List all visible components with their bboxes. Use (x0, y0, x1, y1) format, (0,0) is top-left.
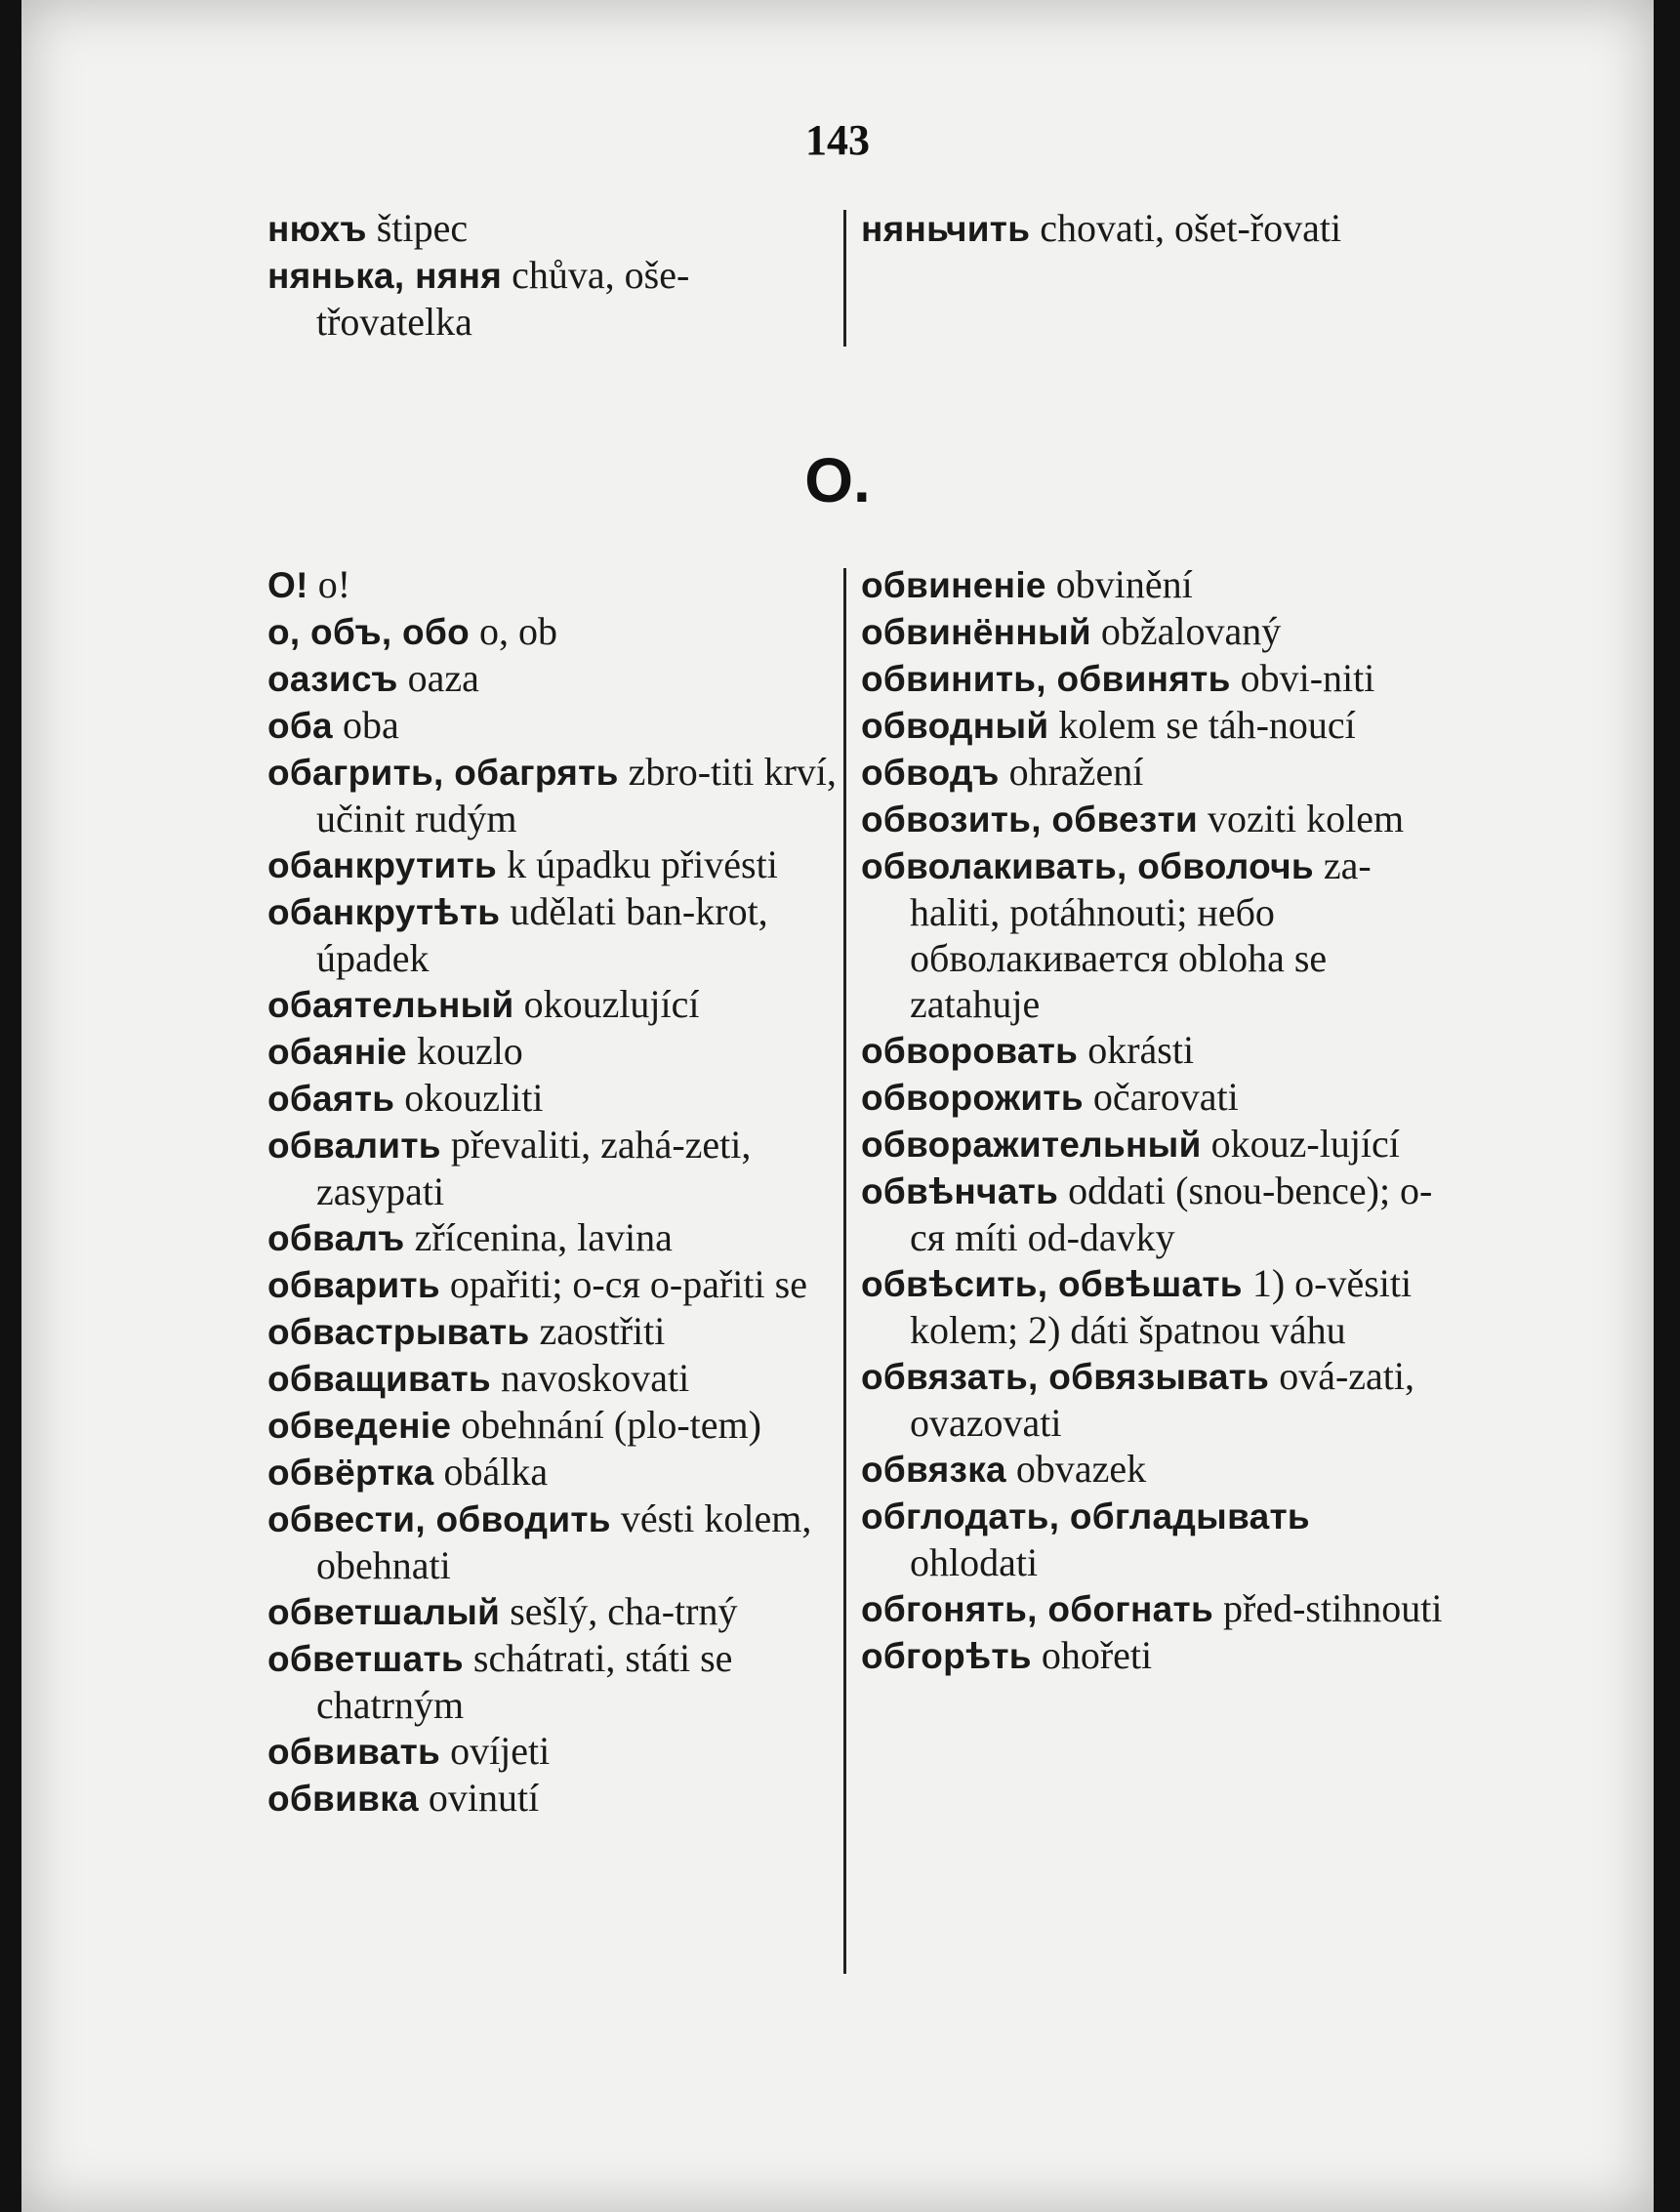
entry-headword: обворожить (861, 1078, 1084, 1118)
dictionary-entry (861, 1260, 1447, 1353)
entry-headword: обварить (267, 1265, 440, 1305)
entry-headword: обгонять, обогнать (861, 1589, 1214, 1629)
entry-translation: navoskovati (500, 1356, 690, 1400)
entry-headword: обагрить, обагрять (267, 753, 619, 793)
entry-translation: obvinění (1055, 562, 1193, 606)
entry-translation: zřícenina, lavina (414, 1215, 673, 1259)
entry-headword: обвѣсить, обвѣшать (861, 1264, 1243, 1304)
dictionary-entry (267, 1308, 843, 1355)
dictionary-entry (267, 1728, 843, 1775)
entry-translation: zaostřiti (539, 1309, 666, 1353)
entry-translation: ohražení (1008, 750, 1144, 794)
entry-headword: обглодать, обгладывать (861, 1496, 1310, 1536)
entry-headword: обвести, обводить (267, 1499, 611, 1539)
dictionary-entry (267, 1635, 843, 1728)
entry-translation: schátrati, státi se chatrným (316, 1636, 733, 1727)
entry-headword: обващивать (267, 1359, 491, 1399)
entry-translation: obvi-niti (1240, 656, 1375, 700)
entry-headword: обвалъ (267, 1218, 405, 1258)
entry-headword: обволакивать, обволочь (861, 846, 1314, 886)
entry-translation: ohořeti (1041, 1633, 1153, 1677)
entry-headword: обвинённый (861, 612, 1091, 652)
entry-headword: нянька, няня (267, 256, 503, 296)
entry-translation: ová-zati, ovazovati (910, 1354, 1415, 1445)
entry-headword: обвивать (267, 1732, 441, 1772)
entry-translation: kolem se táh-noucí (1058, 703, 1356, 747)
dictionary-entry (267, 1028, 843, 1075)
dictionary-entry (267, 1449, 843, 1495)
top-left-column (267, 205, 843, 345)
entry-headword: няньчить (861, 209, 1031, 249)
entry-headword: обвязать, обвязывать (861, 1357, 1270, 1397)
entry-headword: обгорѣть (861, 1636, 1032, 1676)
dictionary-entry (267, 888, 843, 981)
entry-headword: оба (267, 706, 333, 746)
entry-translation: okouz-lující (1210, 1122, 1400, 1166)
dictionary-entry (861, 205, 1447, 252)
entry-translation: kouzlo (416, 1029, 523, 1073)
dictionary-entry (861, 1121, 1447, 1167)
dictionary-entry (267, 561, 843, 608)
dictionary-entry (267, 1495, 843, 1588)
main-left-column (267, 561, 843, 1822)
entry-headword: о, объ, обо (267, 612, 471, 652)
entry-headword: обвинить, обвинять (861, 659, 1231, 699)
entry-translation: oddati (snou-bence); о-ся míti od-davky (910, 1168, 1433, 1259)
entry-headword: нюхъ (267, 209, 367, 249)
dictionary-entry (861, 1353, 1447, 1446)
entry-translation: okrásti (1087, 1028, 1195, 1072)
dictionary-entry (861, 796, 1447, 842)
entry-translation: ovinutí (428, 1776, 540, 1820)
entry-headword: обворажительный (861, 1125, 1202, 1165)
entry-translation: voziti kolem (1208, 797, 1405, 840)
entry-translation: obžalovaný (1100, 609, 1282, 653)
dictionary-entry (861, 1027, 1447, 1074)
entry-headword: обвѣнчать (861, 1171, 1059, 1211)
dictionary-entry (267, 1588, 843, 1635)
entry-translation: okouzliti (404, 1076, 544, 1120)
dictionary-entry (861, 608, 1447, 655)
entry-translation: k úpadku přivésti (507, 842, 778, 886)
dictionary-entry (861, 1167, 1447, 1260)
entry-translation: okouzlující (523, 982, 700, 1026)
column-divider-top (843, 210, 846, 347)
entry-headword: обаятельный (267, 985, 514, 1025)
entry-headword: обвастрывать (267, 1312, 530, 1352)
dictionary-entry (267, 252, 843, 345)
dictionary-entry (267, 608, 843, 655)
dictionary-entry (267, 655, 843, 702)
dictionary-entry (861, 749, 1447, 796)
entry-headword: обвалить (267, 1126, 441, 1166)
entry-headword: обанкрутѣть (267, 892, 501, 932)
entry-headword: обветшалый (267, 1592, 501, 1632)
entry-translation: obehnání (plo-tem) (461, 1403, 761, 1447)
dictionary-entry (267, 749, 843, 841)
entry-headword: оазисъ (267, 659, 398, 699)
entry-headword: обвиненіе (861, 565, 1046, 605)
main-right-column (861, 561, 1447, 1679)
entry-headword: обведеніе (267, 1406, 452, 1446)
entry-translation: o! (317, 562, 351, 606)
entry-translation: chovati, ošet-řovati (1040, 206, 1342, 250)
dictionary-entry (861, 1446, 1447, 1493)
dictionary-entry (267, 841, 843, 888)
entry-translation: sešlý, cha-trný (510, 1589, 738, 1633)
section-letter-heading: O. (804, 445, 871, 515)
dictionary-entry (267, 702, 843, 749)
dictionary-entry (267, 1122, 843, 1214)
entry-headword: обвивка (267, 1779, 419, 1819)
dictionary-entry (267, 1261, 843, 1308)
entry-translation: obvazek (1015, 1447, 1147, 1491)
entry-translation: štipec (376, 206, 469, 250)
dictionary-entry (267, 1075, 843, 1122)
dictionary-entry (861, 655, 1447, 702)
entry-translation: chůva, oše-třovatelka (316, 253, 690, 344)
entry-headword: обводный (861, 706, 1049, 746)
dictionary-entry (861, 1074, 1447, 1121)
entry-translation: vésti kolem, obehnati (316, 1496, 812, 1587)
dictionary-entry (267, 1402, 843, 1449)
entry-headword: обаяніе (267, 1032, 407, 1072)
entry-translation: 1) o-věsiti kolem; 2) dáti špatnou váhu (910, 1261, 1413, 1352)
dictionary-entry (267, 981, 843, 1028)
entry-translation: oba (342, 703, 399, 747)
dictionary-entry (861, 1493, 1447, 1585)
dictionary-entry (861, 1585, 1447, 1632)
dictionary-entry (267, 1214, 843, 1261)
entry-translation: očarovati (1092, 1075, 1239, 1119)
entry-translation: opařiti; о-ся o-pařiti se (449, 1262, 807, 1306)
column-divider-main (843, 568, 846, 1974)
entry-translation: obálka (443, 1450, 549, 1494)
page-number: 143 (805, 116, 870, 164)
entry-translation: o, ob (479, 609, 558, 653)
dictionary-entry (861, 561, 1447, 608)
dictionary-entry (861, 1632, 1447, 1679)
entry-headword: О! (267, 565, 308, 605)
entry-headword: обвязка (861, 1450, 1006, 1490)
entry-translation: před-stihnouti (1223, 1586, 1443, 1630)
top-right-column (861, 205, 1447, 252)
entry-translation: oaza (407, 656, 479, 700)
entry-headword: обвозить, обвезти (861, 799, 1199, 840)
dictionary-entry (861, 702, 1447, 749)
entry-translation: ovíjeti (450, 1729, 551, 1773)
dictionary-entry (267, 1355, 843, 1402)
dictionary-page (21, 0, 1654, 2212)
entry-translation: zbro-titi krví, učinit rudým (316, 750, 837, 840)
entry-headword: обветшать (267, 1639, 464, 1679)
entry-translation: převaliti, zahá-zeti, zasypati (316, 1123, 752, 1213)
entry-headword: обводъ (861, 753, 1000, 793)
entry-headword: обвёртка (267, 1453, 434, 1493)
dictionary-entry (267, 1775, 843, 1822)
entry-headword: обанкрутить (267, 845, 498, 885)
entry-headword: обворовать (861, 1031, 1079, 1071)
entry-translation: ohlodati (910, 1540, 1039, 1584)
dictionary-entry (861, 842, 1447, 1027)
dictionary-entry (267, 205, 843, 252)
entry-translation: za-haliti, potáhnouti; небо обволакивается obloha se zatahuje (910, 843, 1372, 1026)
entry-translation: udělati ban-krot, úpadek (316, 889, 768, 980)
entry-headword: обаять (267, 1079, 395, 1119)
